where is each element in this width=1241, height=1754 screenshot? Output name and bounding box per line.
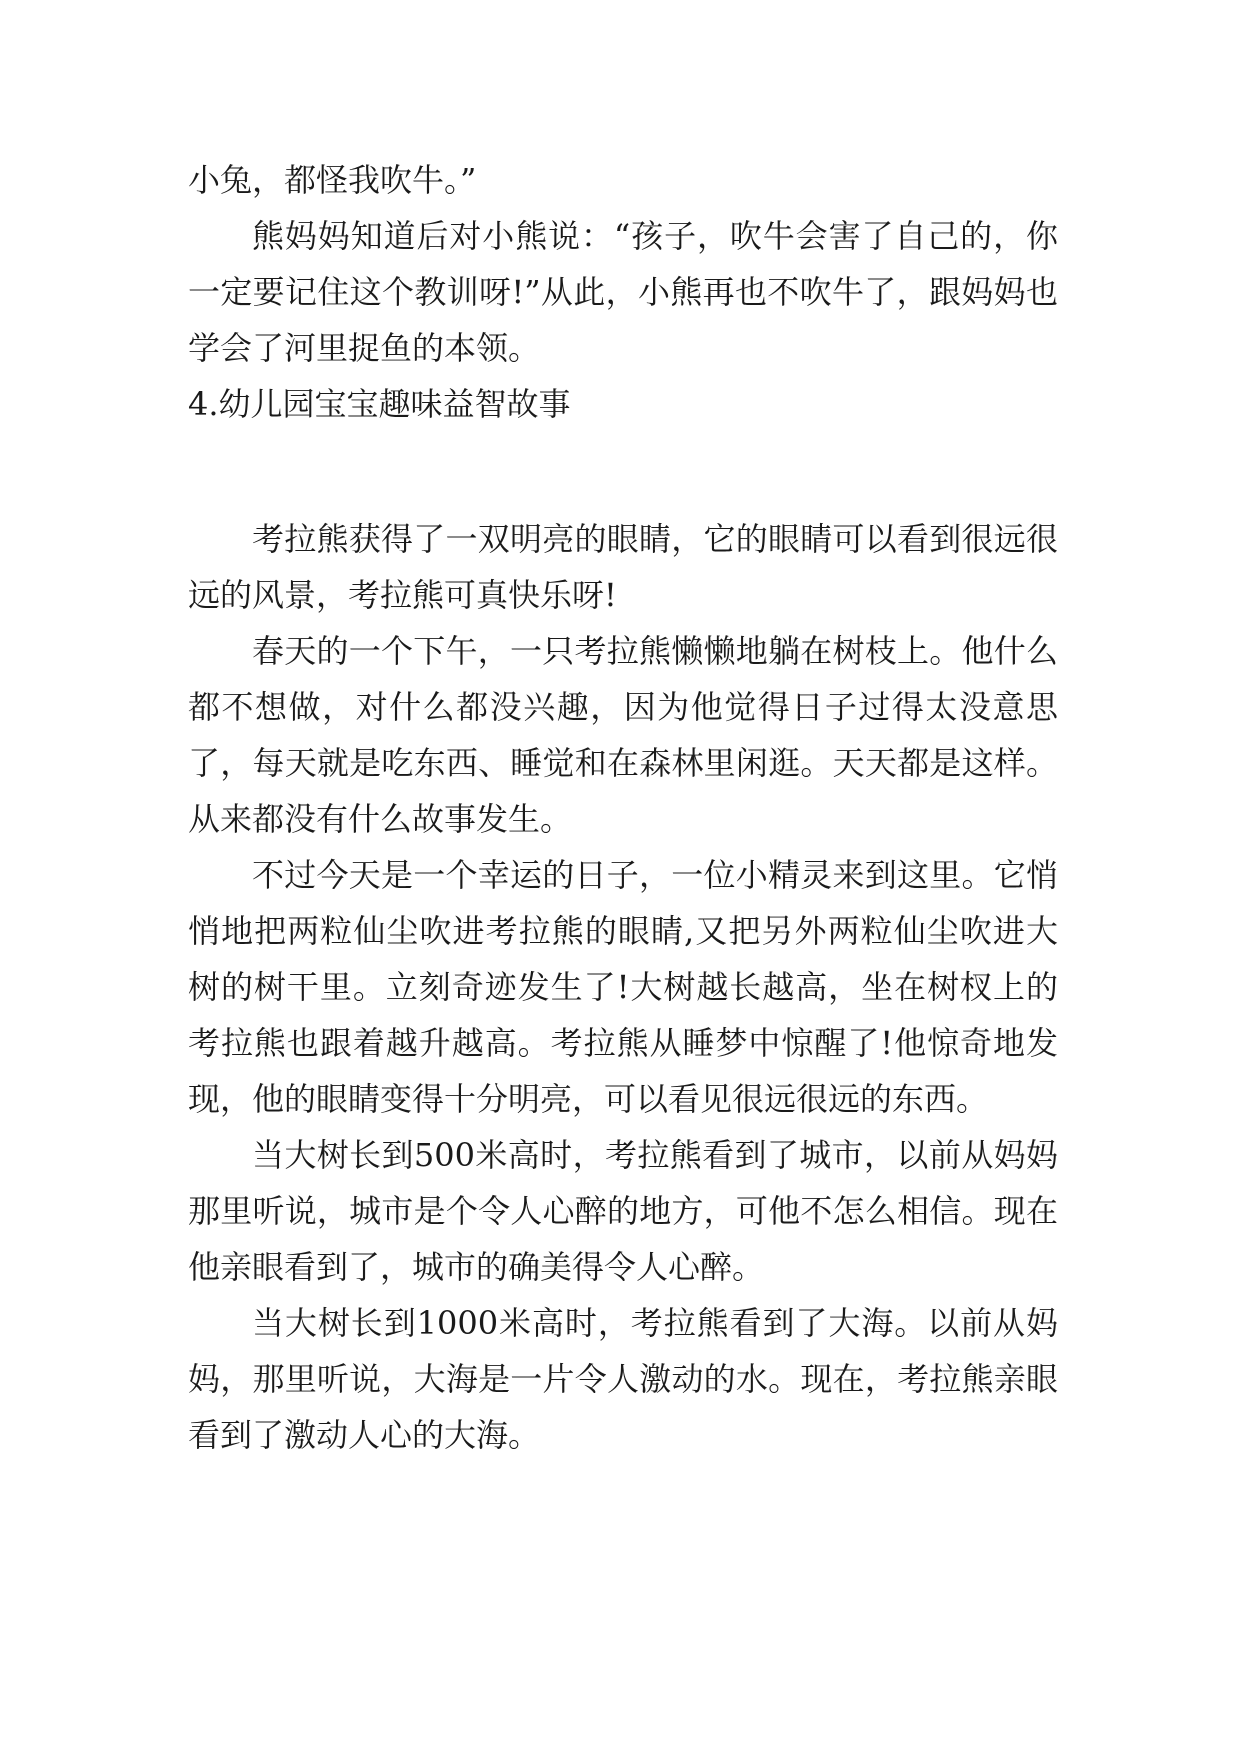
section-spacer <box>188 432 1058 511</box>
story-paragraph-4: 当大树长到500米高时，考拉熊看到了城市，以前从妈妈那里听说，城市是个令人心醉的地方，可他不怎么相信。现在他亲眼看到了，城市的确美得令人心醉。 <box>188 1136 1058 1286</box>
section-title: 4.幼儿园宝宝趣味益智故事 <box>188 385 571 423</box>
document-body <box>188 152 1058 1463</box>
story-paragraph-1: 考拉熊获得了一双明亮的眼睛，它的眼睛可以看到很远很远的风景，考拉熊可真快乐呀! <box>188 520 1058 614</box>
story-paragraph-3: 不过今天是一个幸运的日子，一位小精灵来到这里。它悄悄地把两粒仙尘吹进考拉熊的眼睛,又把另外两粒仙尘吹进大树的树干里。立刻奇迹发生了!大树越长越高，坐在树杈上的考拉熊也跟着越升越高。考拉熊从睡梦中惊醒了!他惊奇地发现，他的眼睛变得十分明亮，可以看见很远很远的东西。 <box>188 856 1058 1118</box>
story-paragraph-2: 春天的一个下午，一只考拉熊懒懒地躺在树枝上。他什么都不想做，对什么都没兴趣，因为他觉得日子过得太没意思了，每天就是吃东西、睡觉和在森林里闲逛。天天都是这样。从来都没有什么故事发生。 <box>188 632 1058 838</box>
story-paragraph-5: 当大树长到1000米高时，考拉熊看到了大海。以前从妈妈，那里听说，大海是一片令人激动的水。现在，考拉熊亲眼看到了激动人心的大海。 <box>188 1304 1058 1454</box>
paragraph-continuation: 小兔，都怪我吹牛。” <box>188 161 477 199</box>
paragraph-mother-advice: 熊妈妈知道后对小熊说：“孩子，吹牛会害了自己的，你一定要记住这个教训呀!”从此，小熊再也不吹牛了，跟妈妈也学会了河里捉鱼的本领。 <box>188 217 1058 367</box>
